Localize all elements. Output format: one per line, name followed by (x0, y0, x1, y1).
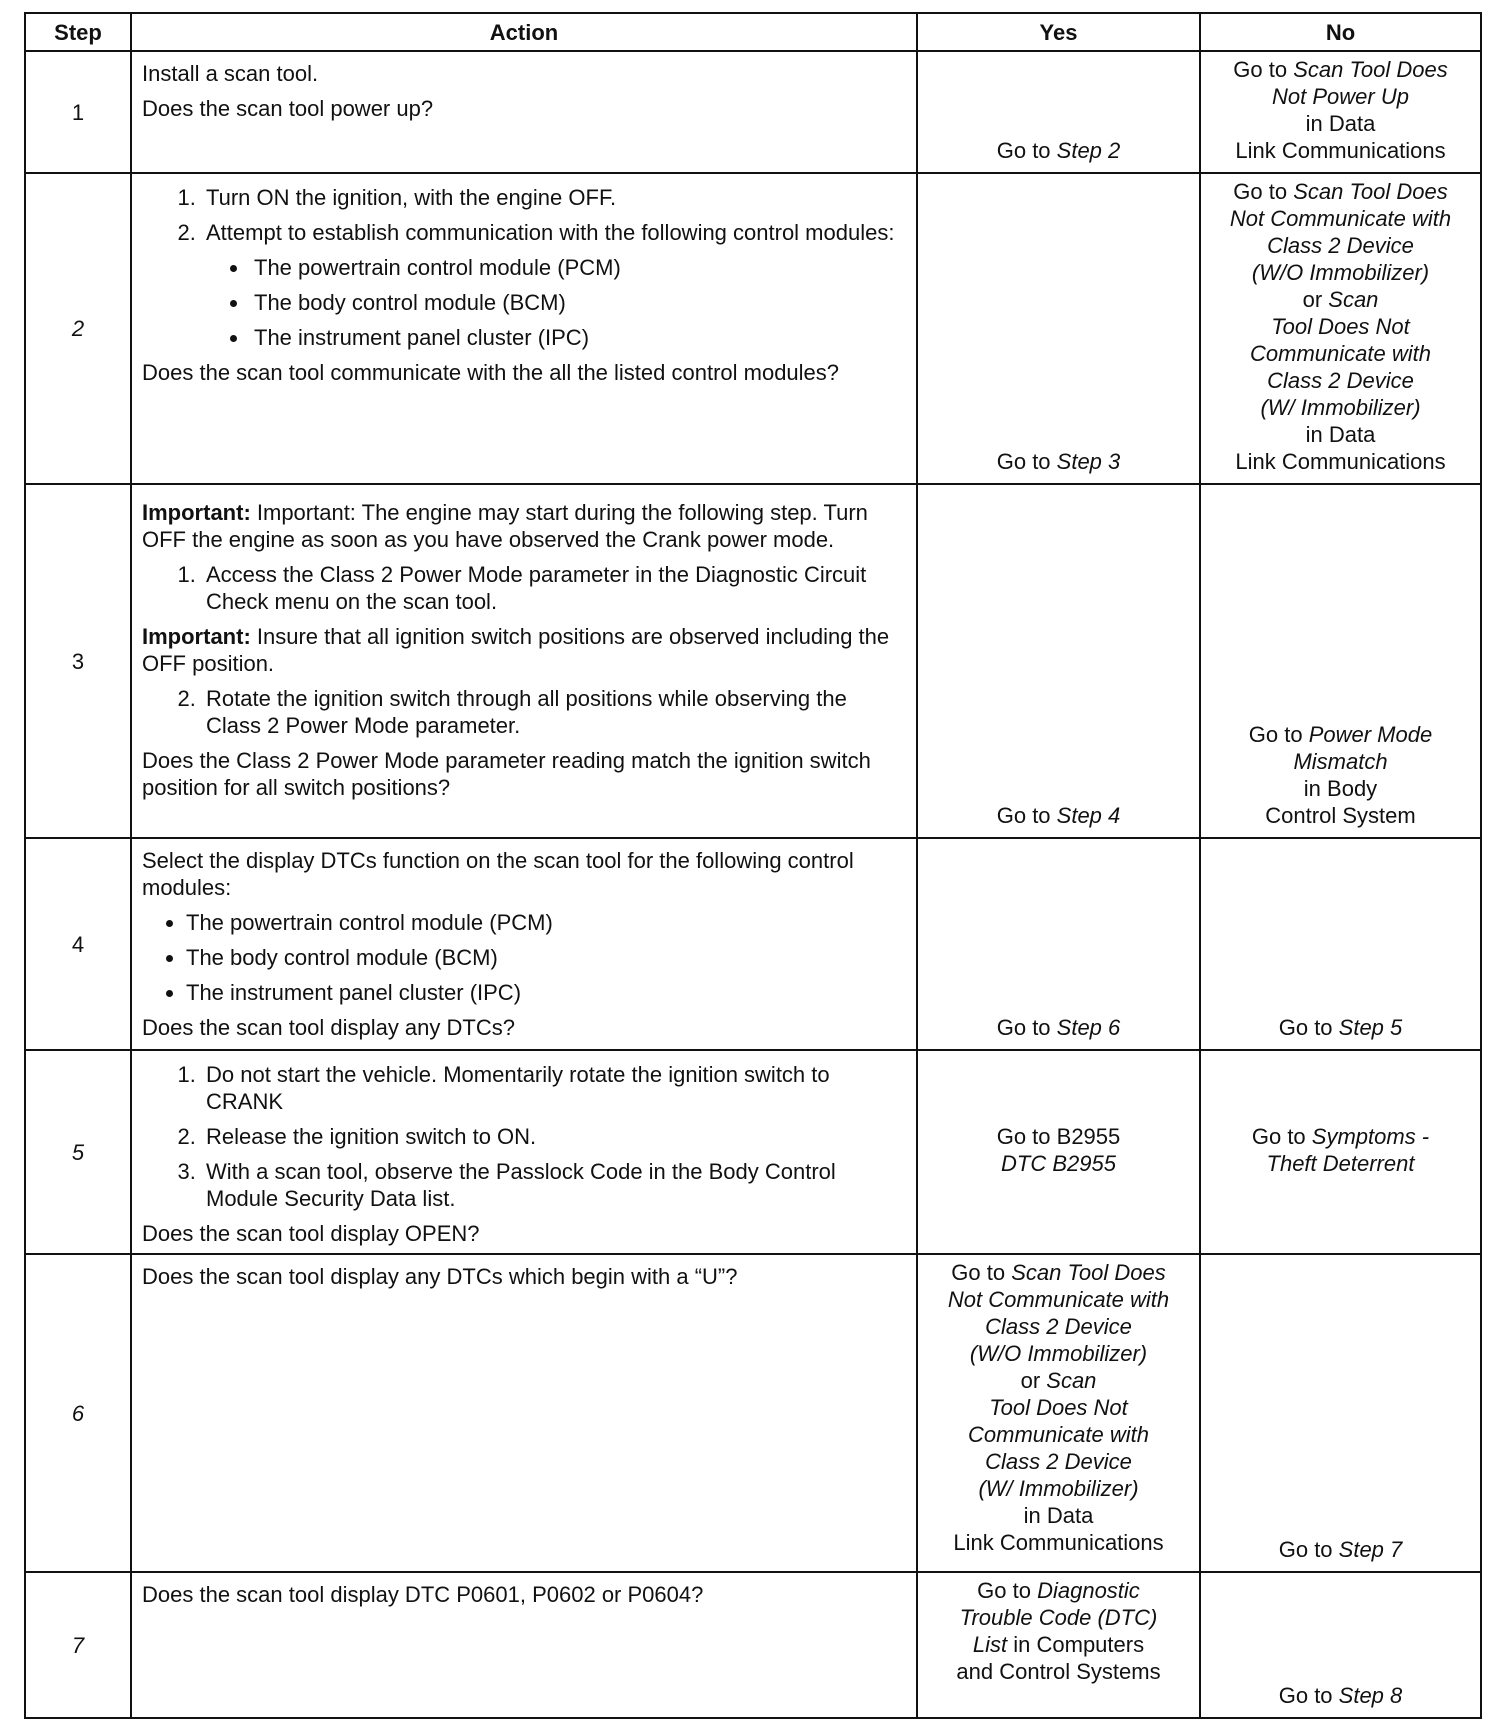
list-item: • The body control module (BCM) (186, 944, 906, 971)
action-cell (131, 173, 917, 484)
action-cell (131, 1254, 917, 1572)
action-question: Does the scan tool display any DTCs which begin with a “U”? (142, 1264, 738, 1289)
action-question: Does the scan tool display OPEN? (142, 1221, 480, 1246)
yes-link[interactable]: Step 2 (1056, 138, 1121, 163)
yes-prefix: or (1020, 1368, 1047, 1393)
action-steps (142, 184, 906, 351)
no-link[interactable]: Scan Tool Does (1293, 179, 1448, 204)
action-steps (142, 561, 906, 615)
yes-link[interactable]: Tool Does Not (989, 1395, 1128, 1420)
no-link[interactable]: Step 7 (1338, 1537, 1403, 1562)
header-action: Action (131, 13, 917, 51)
no-prefix: Go to (1251, 1124, 1312, 1149)
no-link[interactable]: Tool Does Not (1271, 314, 1410, 339)
action-cell (131, 484, 917, 838)
action-step (202, 219, 906, 351)
yes-link[interactable]: Scan Tool Does (1011, 1260, 1166, 1285)
module-list (206, 254, 906, 351)
step-number: 5 (25, 1050, 131, 1254)
no-link[interactable]: (W/ Immobilizer) (1260, 395, 1421, 420)
no-link[interactable]: Class 2 Device (1267, 233, 1414, 258)
table-row (25, 838, 1481, 1050)
action-question: Does the scan tool display DTC P0601, P0602 or P0604? (142, 1582, 704, 1607)
no-text: Control System (1265, 803, 1416, 828)
no-cell (1200, 484, 1481, 838)
no-cell (1200, 1572, 1481, 1718)
no-link[interactable]: Mismatch (1293, 749, 1388, 774)
no-prefix: Go to (1278, 1683, 1339, 1708)
no-text: Link Communications (1235, 138, 1446, 163)
yes-link[interactable]: Communicate with (968, 1422, 1149, 1447)
action-steps (142, 1061, 906, 1212)
action-steps (142, 685, 906, 739)
yes-text: Link Communications (953, 1530, 1164, 1555)
no-cell (1200, 838, 1481, 1050)
no-link[interactable]: Scan (1328, 287, 1379, 312)
action-cell (131, 838, 917, 1050)
action-cell (131, 51, 917, 173)
no-link[interactable]: Not Communicate with (1229, 206, 1452, 231)
yes-prefix: Go to (996, 138, 1057, 163)
yes-link[interactable]: Class 2 Device (985, 1314, 1132, 1339)
action-text: Install a scan tool. (142, 61, 319, 86)
no-prefix: Go to (1233, 179, 1294, 204)
action-step: 2. Release the ignition switch to ON. (202, 1123, 906, 1150)
yes-cell (917, 484, 1200, 838)
no-link[interactable]: Theft Deterrent (1266, 1151, 1415, 1176)
yes-link[interactable]: Trouble Code (DTC) (959, 1605, 1158, 1630)
module-list (142, 909, 906, 1006)
no-text: in Body (1303, 776, 1378, 801)
important-note (142, 623, 906, 677)
no-text: Link Communications (1235, 449, 1446, 474)
action-question: Does the scan tool communicate with the all the listed control modules? (142, 360, 840, 385)
step-number: 1 (25, 51, 131, 173)
diagnostic-table-page (24, 12, 1480, 1719)
header-yes: Yes (917, 13, 1200, 51)
no-link[interactable]: Step 8 (1338, 1683, 1403, 1708)
no-link[interactable]: Class 2 Device (1267, 368, 1414, 393)
yes-text: and Control Systems (956, 1659, 1161, 1684)
yes-link[interactable]: Class 2 Device (985, 1449, 1132, 1474)
important-note (142, 499, 906, 553)
yes-text: in Computers (1007, 1632, 1145, 1657)
no-cell (1200, 1254, 1481, 1572)
yes-cell (917, 1254, 1200, 1572)
yes-text: Go to B2955 (996, 1124, 1121, 1149)
action-step: 1. Turn ON the ignition, with the engine OFF. (202, 184, 906, 211)
no-link[interactable]: (W/O Immobilizer) (1251, 260, 1430, 285)
yes-cell (917, 838, 1200, 1050)
no-prefix: Go to (1278, 1015, 1339, 1040)
no-text: in Data (1305, 422, 1376, 447)
yes-prefix: Go to (996, 803, 1057, 828)
action-cell (131, 1572, 917, 1718)
step-number: 4 (25, 838, 131, 1050)
header-step: Step (25, 13, 131, 51)
action-step: 1. Access the Class 2 Power Mode parameter in the Diagnostic Circuit Check menu on the scan tool. (202, 561, 906, 615)
table-row (25, 484, 1481, 838)
header-row (25, 13, 1481, 51)
no-link[interactable]: Symptoms - (1311, 1124, 1430, 1149)
yes-link[interactable]: (W/O Immobilizer) (969, 1341, 1148, 1366)
action-step: 3. With a scan tool, observe the Passlock Code in the Body Control Module Security Data list. (202, 1158, 906, 1212)
yes-link[interactable]: Step 3 (1056, 449, 1121, 474)
list-item: • The powertrain control module (PCM) (186, 909, 906, 936)
list-item: • The instrument panel cluster (IPC) (250, 324, 906, 351)
no-prefix: or (1302, 287, 1329, 312)
action-text: Select the display DTCs function on the scan tool for the following control modules: (142, 848, 854, 900)
yes-link[interactable]: Diagnostic (1037, 1578, 1140, 1603)
no-link[interactable]: Step 5 (1338, 1015, 1403, 1040)
table-row (25, 1050, 1481, 1254)
action-question: Does the Class 2 Power Mode parameter reading match the ignition switch position for all switch positions? (142, 748, 871, 800)
no-prefix: Go to (1278, 1537, 1339, 1562)
table-row (25, 51, 1481, 173)
yes-cell (917, 1572, 1200, 1718)
important-text: Insure that all ignition switch positions are observed including the OFF position. (142, 624, 890, 676)
action-step: 2. Rotate the ignition switch through all positions while observing the Class 2 Power Mode parameter. (202, 685, 906, 739)
no-text: in Data (1305, 111, 1376, 136)
diagnostic-table (24, 12, 1482, 1719)
yes-link[interactable]: Scan (1046, 1368, 1097, 1393)
table-row (25, 1572, 1481, 1718)
no-link[interactable]: Scan Tool Does (1293, 57, 1448, 82)
no-link[interactable]: Communicate with (1250, 341, 1431, 366)
yes-cell (917, 51, 1200, 173)
yes-prefix: Go to (996, 449, 1057, 474)
list-item: • The powertrain control module (PCM) (250, 254, 906, 281)
yes-link[interactable]: List (972, 1632, 1008, 1657)
no-prefix: Go to (1233, 57, 1294, 82)
list-item: • The body control module (BCM) (250, 289, 906, 316)
table-row (25, 1254, 1481, 1572)
step-number: 2 (25, 173, 131, 484)
action-step-text: Attempt to establish communication with the following control modules: (206, 220, 895, 245)
important-label: Important: (142, 500, 251, 525)
action-question: Does the scan tool power up? (142, 96, 434, 121)
step-number: 3 (25, 484, 131, 838)
important-label: Important: (142, 624, 251, 649)
table-row (25, 173, 1481, 484)
yes-link[interactable]: Not Communicate with (947, 1287, 1170, 1312)
no-cell (1200, 1050, 1481, 1254)
yes-link[interactable]: Step 4 (1056, 803, 1121, 828)
yes-prefix: Go to (951, 1260, 1012, 1285)
action-step: 1. Do not start the vehicle. Momentarily rotate the ignition switch to CRANK (202, 1061, 906, 1115)
important-text: Important: The engine may start during the following step. Turn OFF the engine as soon as you have observed the Crank power mode. (142, 500, 868, 552)
no-cell (1200, 173, 1481, 484)
yes-cell (917, 173, 1200, 484)
no-prefix: Go to (1248, 722, 1309, 747)
yes-cell (917, 1050, 1200, 1254)
yes-text: in Data (1023, 1503, 1094, 1528)
step-number: 7 (25, 1572, 131, 1718)
yes-link[interactable]: DTC B2955 (1001, 1151, 1116, 1176)
no-cell (1200, 51, 1481, 173)
yes-prefix: Go to (996, 1015, 1057, 1040)
no-link[interactable]: Power Mode (1308, 722, 1433, 747)
step-number: 6 (25, 1254, 131, 1572)
list-item: • The instrument panel cluster (IPC) (186, 979, 906, 1006)
header-no: No (1200, 13, 1481, 51)
action-question: Does the scan tool display any DTCs? (142, 1015, 515, 1040)
yes-link[interactable]: Step 6 (1056, 1015, 1121, 1040)
yes-link[interactable]: (W/ Immobilizer) (978, 1476, 1139, 1501)
no-link[interactable]: Not Power Up (1272, 84, 1409, 109)
action-cell (131, 1050, 917, 1254)
yes-prefix: Go to (977, 1578, 1038, 1603)
